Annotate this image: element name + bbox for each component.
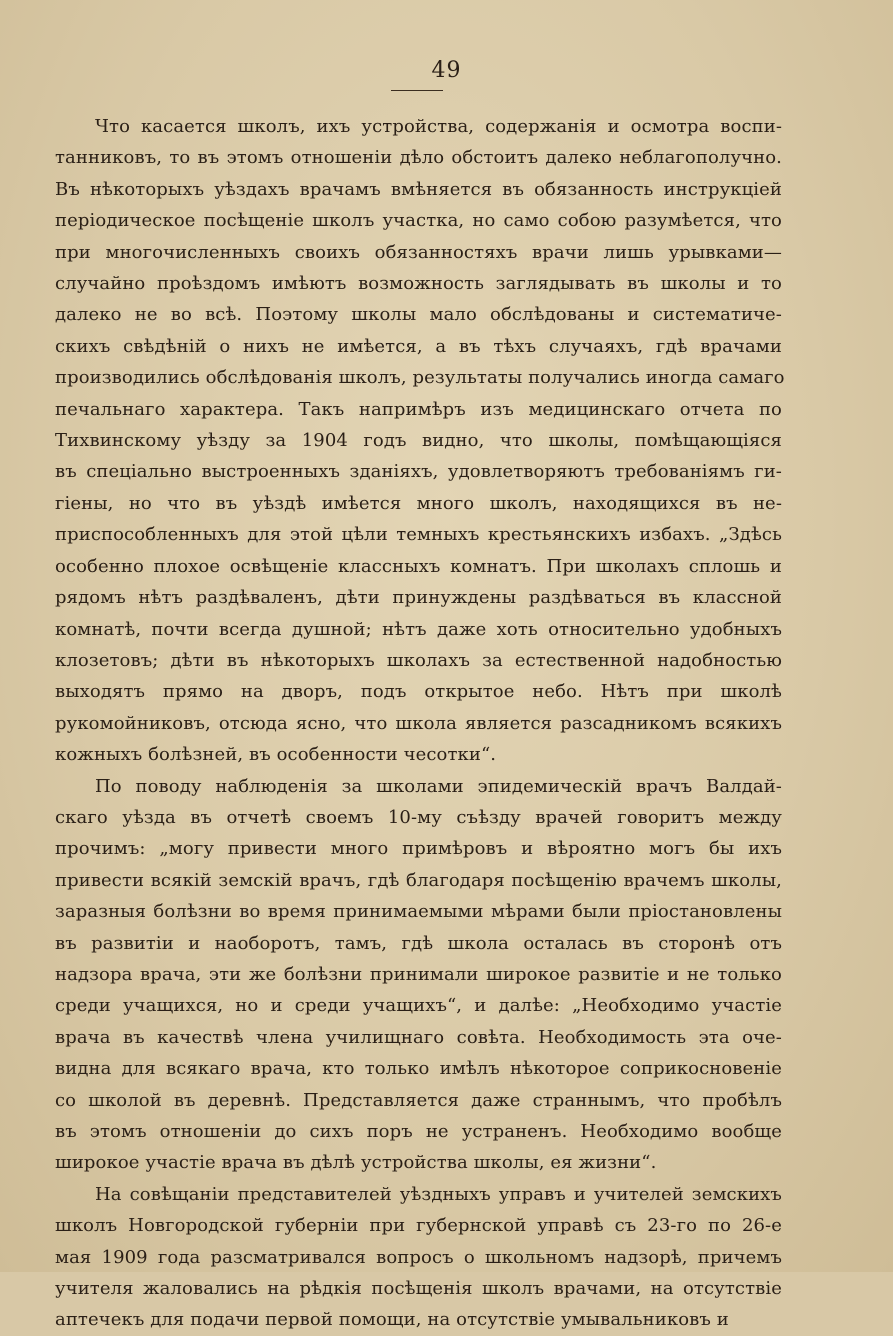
text-line: скаго уѣзда въ отчетѣ своемъ 10-му съѣзду врачей говоритъ между	[55, 806, 782, 828]
text-line: кожныхъ болѣзней, въ особенности чесотки“.	[55, 744, 497, 766]
text-line: среди учащихся, но и среди учащихъ“, и далѣе: „Необходимо участіе	[55, 995, 782, 1017]
text-line: въ развитіи и наоборотъ, тамъ, гдѣ школа осталась въ сторонѣ отъ	[55, 932, 782, 954]
text-line: гіены, но что въ уѣздѣ имѣется много школъ, находящихся въ не-	[55, 492, 782, 514]
text-line: періодическое посѣщеніе школъ участка, но само собою разумѣется, что	[55, 210, 782, 232]
text-line: прочимъ: „могу привести много примѣровъ и вѣроятно могъ бы ихъ	[55, 838, 782, 860]
text-line: Тихвинскому уѣзду за 1904 годъ видно, что школы, помѣщающіяся	[55, 430, 782, 452]
text-line: случайно проѣздомъ имѣютъ возможность заглядывать въ школы и то	[55, 273, 782, 295]
text-line: врача въ качествѣ члена училищнаго совѣта. Необходимость эта оче-	[55, 1026, 782, 1048]
body-text	[55, 111, 785, 1336]
text-line: рядомъ нѣтъ раздѣваленъ, дѣти принуждены раздѣваться въ классной	[55, 587, 782, 609]
text-line: На совѣщаніи представителей уѣздныхъ управъ и учителей земскихъ	[95, 1183, 782, 1205]
text-line: печальнаго характера. Такъ напримѣръ изъ медицинскаго отчета по	[55, 398, 782, 420]
text-line: далеко не во всѣ. Поэтому школы мало обслѣдованы и систематиче-	[55, 304, 782, 326]
text-line: привести всякій земскій врачъ, гдѣ благодаря посѣщенію врачемъ школы,	[55, 869, 782, 891]
page-number-rule	[391, 90, 443, 91]
text-line: со школой въ деревнѣ. Представляется даже страннымъ, что пробѣлъ	[55, 1089, 782, 1111]
text-line: мая 1909 года разсматривался вопросъ о школьномъ надзорѣ, причемъ	[55, 1246, 782, 1268]
text-line: приспособленныхъ для этой цѣли темныхъ крестьянскихъ избахъ. „Здѣсь	[55, 524, 782, 546]
text-line: выходятъ прямо на дворъ, подъ открытое небо. Нѣтъ при школѣ	[55, 681, 782, 703]
text-line: По поводу наблюденія за школами эпидемическій врачъ Валдай-	[95, 775, 782, 797]
paragraph	[55, 1179, 782, 1336]
text-line: въ спеціально выстроенныхъ зданіяхъ, удовлетворяютъ требованіямъ ги-	[55, 461, 782, 483]
text-line: школъ Новгородской губерніи при губернской управѣ съ 23-го по 26-е	[55, 1215, 782, 1237]
text-line: особенно плохое освѣщеніе классныхъ комнатъ. При школахъ сплошь и	[55, 555, 782, 577]
text-line: Въ нѣкоторыхъ уѣздахъ врачамъ вмѣняется въ обязанность инструкціей	[55, 178, 782, 200]
text-line: въ этомъ отношеніи до сихъ поръ не устраненъ. Необходимо вообще	[55, 1121, 782, 1142]
text-line: клозетовъ; дѣти въ нѣкоторыхъ школахъ за естественной надобностью	[55, 649, 782, 671]
text-line: производились обслѣдованія школъ, результаты получались иногда самаго	[55, 367, 785, 389]
text-line: широкое участіе врача въ дѣлѣ устройства школы, ея жизни“.	[55, 1152, 657, 1174]
text-line: видна для всякаго врача, кто только имѣлъ нѣкоторое соприкосновеніе	[55, 1058, 782, 1080]
text-line: Что касается школъ, ихъ устройства, содержанія и осмотра воспи-	[95, 116, 782, 137]
text-line: учителя жаловались на рѣдкія посѣщенія школъ врачами, на отсутствіе	[55, 1278, 782, 1300]
text-line: при многочисленныхъ своихъ обязанностяхъ врачи лишь урывками—	[55, 241, 782, 263]
text-line: надзора врача, эти же болѣзни принимали широкое развитіе и не только	[55, 963, 782, 985]
text-line: танниковъ, то въ этомъ отношеніи дѣло обстоитъ далеко неблагополучно.	[55, 147, 782, 169]
paragraph	[55, 111, 785, 771]
text-line: заразныя болѣзни во время принимаемыми мѣрами были пріостановлены	[55, 901, 782, 923]
paragraph	[55, 771, 782, 1179]
text-line: рукомойниковъ, отсюда ясно, что школа является разсадникомъ всякихъ	[55, 712, 782, 734]
page-number: 49	[431, 58, 462, 83]
text-line: комнатѣ, почти всегда душной; нѣтъ даже хоть относительно удобныхъ	[55, 618, 782, 640]
text-line: аптечекъ для подачи первой помощи, на отсутствіе умывальниковъ и	[55, 1309, 729, 1331]
text-line: скихъ свѣдѣній о нихъ не имѣется, а въ тѣхъ случаяхъ, гдѣ врачами	[55, 335, 782, 357]
